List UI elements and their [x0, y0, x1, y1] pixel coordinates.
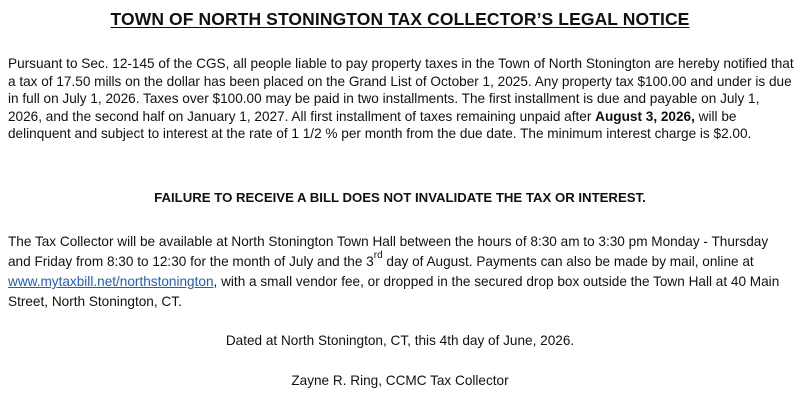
tax-notice-paragraph	[8, 55, 794, 143]
tax-bill-link[interactable]: www.mytaxbill.net/northstonington	[8, 274, 214, 289]
notice-title: TOWN OF NORTH STONINGTON TAX COLLECTOR’S LEGAL NOTICE	[110, 9, 690, 29]
collector-hours-paragraph	[8, 232, 794, 312]
delinquent-date: August 3, 2026,	[595, 108, 695, 124]
ordinal-suffix: rd	[373, 250, 383, 262]
paragraph-text: will be delinquent and subject to interest at the rate of 1 1/2 % per month from the due date. The minimum interest charge is $2.00.	[8, 108, 752, 141]
signature-line: Zayne R. Ring, CCMC Tax Collector	[291, 373, 509, 388]
paragraph-text: The Tax Collector will be available at North Stonington Town Hall between the hours of 8:30 am to 3:30 pm Monday - Thursday and Friday from 8:30 to 12:30 for the month of July and the 3	[8, 234, 769, 269]
paragraph-text: Pursuant to Sec. 12-145 of the CGS, all people liable to pay property taxes in the Town of North Stonington are hereby notified that a tax of 17.50 mills on the dollar has been placed on the Grand List of October 1, 2025. Any property tax $100.00 and under is due in full on July 1, 2026. Taxes over $100.00 may be paid in two installments. The first installment is due and payable on July 1, 2026, and the second half on January 1, 2027. All first installment of taxes remaining unpaid after	[8, 56, 794, 124]
paragraph-text: , with a small vendor fee, or dropped in the secured drop box outside the Town Hall at 40 Main Street, North Stonington, CT.	[8, 274, 780, 309]
dated-line: Dated at North Stonington, CT, this 4th day of June, 2026.	[225, 333, 575, 348]
paragraph-text: day of August. Payments can also be made by mail, online at	[382, 254, 754, 269]
bill-warning: FAILURE TO RECEIVE A BILL DOES NOT INVALIDATE THE TAX OR INTEREST.	[154, 190, 646, 205]
